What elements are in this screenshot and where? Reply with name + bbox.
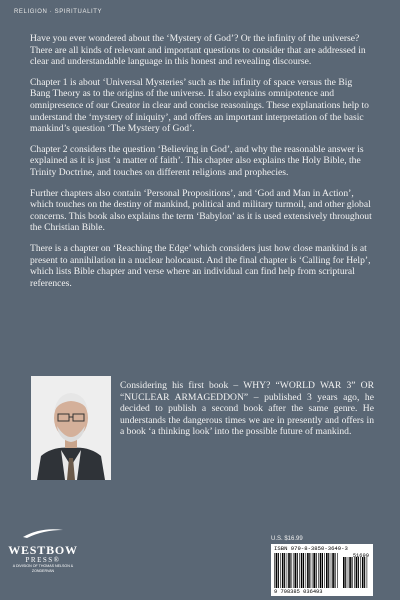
blurb-paragraph: Have you ever wondered about the ‘Mystery of God’? Or the infinity of the universe? There are all kinds of relevant and important questions to consider that are addressed in clear and understandable language in this honest and revealing discourse. [30,33,366,68]
addon-barcode-bars [343,557,369,588]
publisher-press: PRESS® [25,556,61,564]
price-label: U.S. $16.99 [271,536,303,542]
author-bio: Considering his first book – WHY? “WORLD WAR 3” OR “NUCLEAR ARMAGEDDON” – published 3 years ago, he decided to publish a second book after the same genre. He understands the dangerous times we are in presently and offers in a book ‘a thinking look’ into the possible future of mankind. [120,380,374,438]
addon-code: 51699 [352,553,369,559]
barcode-digits: 9 798385 036493 [274,589,323,595]
genre-label: RELIGION · SPIRITUALITY [14,9,103,15]
blurb-paragraph: There is a chapter on ‘Reaching the Edge’ which considers just how close mankind is at present to annihilation in a nuclear holocaust. And the final chapter is ‘Calling for Help’, which lists Bible chapter and verse where an individual can find help from scriptural references. [30,242,371,289]
publisher-logo [8,526,78,573]
isbn-text: ISBN 979-8-3850-3649-3 [274,545,348,552]
publisher-division: A DIVISION OF THOMAS NELSON & ZONDERVAN [12,564,74,573]
barcode-bars [274,553,340,588]
author-photo [31,376,111,480]
blurb-paragraph: Chapter 2 considers the question ‘Believing in God’, and why the reasonable answer is explained as it is just ‘a matter of faith’. This chapter also explains the Holy Bible, the Trinity Doctrine, and touches on different religions and prophecies. [30,143,364,178]
isbn-barcode [271,544,373,596]
back-cover-blurb [30,33,374,298]
publisher-swoosh-icon [21,527,65,539]
blurb-paragraph: Chapter 1 is about ‘Universal Mysteries’ such as the infinity of space versus the Big Bang Theory as to the origins of the universe. It also explains omnipotence and omnipresence of our Creator in clear and concise reasonings. These explanations help to understand the ‘mystery of iniquity’, and offers an important interpretation of the basic mankind’s question ‘The Mystery of God’. [30,76,369,135]
blurb-paragraph: Further chapters also contain ‘Personal Propositions’, and ‘God and Man in Action’, which touches on the destiny of mankind, political and military turmoil, and other global concerns. This book also explains the term ‘Babylon’ as it is used extensively throughout the Christian Bible. [30,187,372,234]
publisher-name: WESTBOW [8,543,78,557]
